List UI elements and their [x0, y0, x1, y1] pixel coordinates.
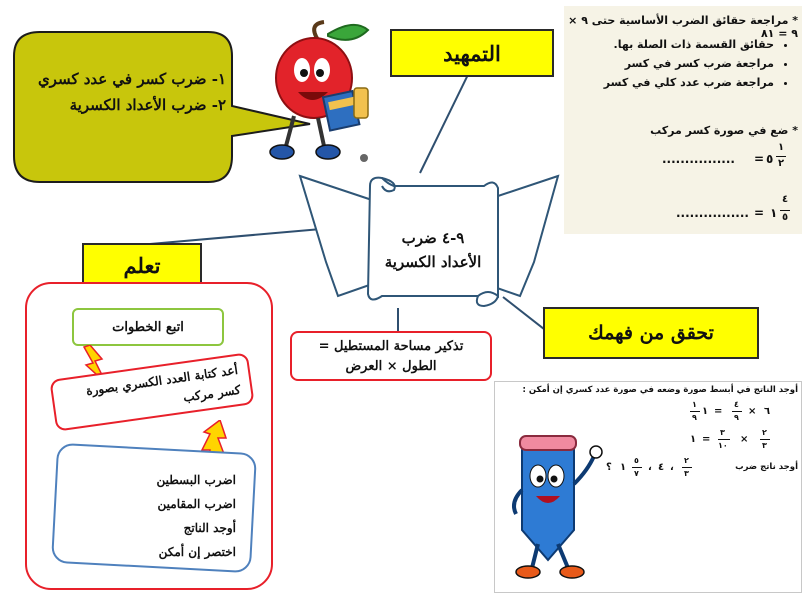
label-learn: تعلم	[82, 243, 202, 288]
reminder-line1: تذكير مساحة المستطيل =	[318, 339, 464, 354]
ex1-blank: ................	[662, 152, 735, 166]
pencil-mascot-icon	[508, 430, 608, 580]
p3-c-bar	[632, 467, 642, 468]
review-exercise-1	[660, 138, 790, 178]
p1-eq: =	[714, 406, 723, 417]
p3-sep2: ،	[648, 462, 652, 473]
p1-r-num: ١	[692, 400, 697, 409]
step-4: اختصر إن أمكن	[158, 545, 236, 559]
p1-num: ٤	[734, 400, 739, 409]
reminder-box	[290, 331, 492, 381]
apple-mascot-icon	[268, 18, 380, 168]
review-bullet-3: • مراجعة ضرب عدد كلي في كسر	[566, 76, 774, 89]
p1-whole: ٦	[764, 406, 771, 417]
follow-steps-box: اتبع الخطوات	[72, 308, 224, 346]
p3-c-den: ٧	[634, 469, 639, 478]
p1-bar	[732, 411, 742, 412]
ex2-num: ٤	[782, 194, 789, 205]
p2-b-bar	[718, 439, 730, 440]
ex1-den: ٢	[778, 158, 785, 169]
ex2-eq: =	[754, 206, 765, 220]
center-title	[368, 226, 498, 274]
ex2-whole: ١	[770, 206, 778, 220]
review-bullets	[566, 38, 788, 95]
check-problem-3	[604, 454, 800, 484]
connector-intro	[419, 74, 469, 174]
step-2: اضرب المقامين	[157, 497, 236, 511]
p2-a-bar	[760, 439, 770, 440]
p3-sep1: ،	[670, 462, 674, 473]
bubble-item-1: ١- ضرب كسر في عدد كسري	[37, 70, 226, 88]
ex1-eq: =	[754, 152, 765, 166]
review-header: * مراجعة حقائق الضرب الأساسية حتى ٩ × ٩ = ٨١	[568, 14, 798, 40]
ex1-whole: ٥	[766, 152, 774, 166]
p3-label: أوجد ناتج ضرب	[735, 462, 798, 472]
p2-a-num: ٢	[762, 428, 767, 437]
p2-eq: =	[702, 434, 711, 445]
label-intro: التمهيد	[390, 29, 554, 77]
rewrite-box: أعد كتابة العدد الكسري بصورة كسر مركب	[49, 352, 254, 431]
ex2-bar	[780, 210, 790, 211]
p1-r-whole: ١	[702, 406, 709, 417]
p2-b-den: ١٠	[718, 441, 728, 450]
p2-op: ×	[740, 434, 749, 445]
step-3: أوجد الناتج	[183, 521, 236, 535]
review-exercise-2	[676, 190, 798, 234]
bubble-item-2: ٢- ضرب الأعداد الكسرية	[69, 96, 226, 114]
check-instruction: أوجد الناتج في أبسط صورة وضعه في صورة عدد كسري إن أمكن :	[522, 385, 798, 395]
steps-list	[112, 468, 236, 564]
speech-bubble-text	[30, 66, 226, 118]
p3-c-num: ٥	[634, 456, 639, 465]
center-title-line2: الأعداد الكسرية	[384, 253, 482, 271]
p3-q: ؟	[606, 462, 612, 473]
p3-b: ٤	[658, 462, 665, 473]
p2-a-den: ٣	[762, 441, 767, 450]
ex2-den: ٥	[782, 212, 789, 223]
reminder-line2: الطول × العرض	[345, 359, 437, 374]
p1-r-den: ٩	[692, 413, 697, 422]
p2-r: ١	[690, 434, 697, 445]
p1-op: ×	[748, 406, 757, 417]
p1-r-bar	[690, 411, 700, 412]
review-bullet-1: • حقائق القسمة ذات الصلة بها.	[566, 38, 774, 51]
step-1: اضرب البسطين	[156, 473, 236, 487]
review-mixed-prompt: * ضع في صورة كسر مركب	[650, 124, 798, 137]
label-check: تحقق من فهمك	[543, 307, 759, 359]
ex1-bar	[776, 156, 786, 157]
p1-den: ٩	[734, 413, 739, 422]
check-problem-1	[690, 398, 790, 428]
ex1-num: ١	[778, 142, 785, 153]
ex2-blank: ................	[676, 206, 749, 220]
p3-d: ١	[620, 462, 627, 473]
p3-a-bar	[682, 467, 692, 468]
review-bullet-2: • مراجعة ضرب كسر في كسر	[566, 57, 774, 70]
center-title-line1: ٩-٤ ضرب	[401, 229, 465, 247]
check-problem-2	[684, 426, 794, 456]
p2-b-num: ٣	[720, 428, 725, 437]
p3-a-den: ٣	[684, 469, 689, 478]
p3-a-num: ٢	[684, 456, 689, 465]
